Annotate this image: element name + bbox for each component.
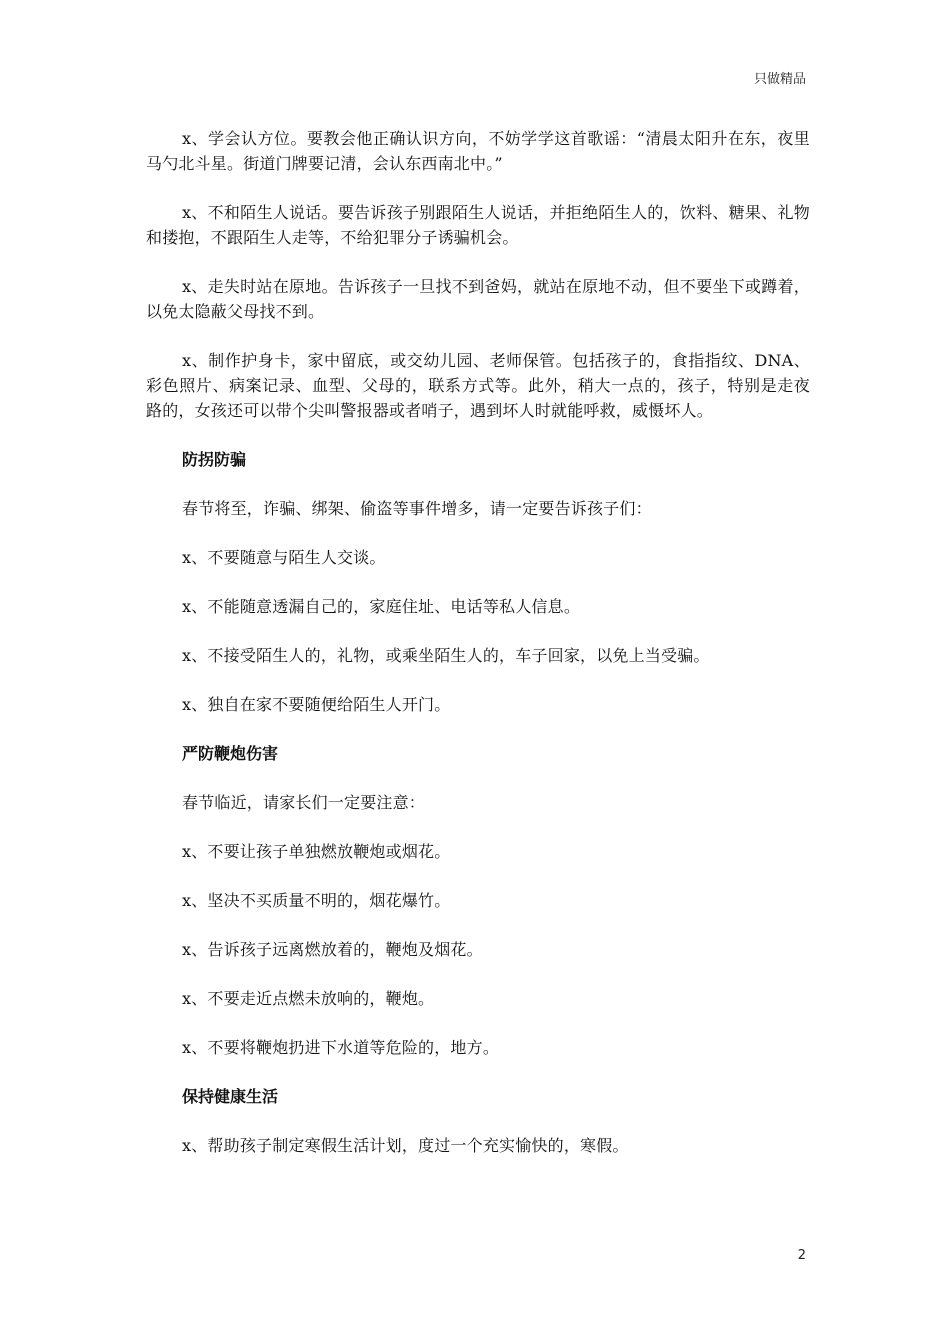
section-line: x、独自在家不要随便给陌生人开门。: [182, 695, 451, 714]
section-line: x、不要随意与陌生人交谈。: [182, 548, 386, 567]
section-line: x、不能随意透漏自己的，家庭住址、电话等私人信息。: [182, 597, 581, 616]
section-line: x、不要走近点燃未放响的，鞭炮。: [182, 989, 435, 1008]
page-number: 2: [797, 1248, 806, 1263]
section-heading-healthy-life: 保持健康生活: [182, 1087, 279, 1106]
section-line: x、告诉孩子远离燃放着的，鞭炮及烟花。: [182, 940, 483, 959]
paragraph-id-card: x、制作护身卡，家中留底，或交幼儿园、老师保管。包括孩子的，食指指纹、DNA、彩色照片、病案记录、血型、父母的，联系方式等。此外，稍大一点的，孩子，特别是走夜路的，女孩还可以带个尖叫警报器或者哨子，遇到坏人时就能呼救，威慑坏人。: [146, 351, 810, 420]
document-body: [146, 126, 810, 1182]
section-line: 春节将至，诈骗、绑架、偷盗等事件增多，请一定要告诉孩子们：: [182, 499, 652, 518]
page-header: 只做精品: [753, 72, 806, 87]
section-line: x、不要将鞭炮扔进下水道等危险的，地方。: [182, 1038, 500, 1057]
section-line: x、不接受陌生人的，礼物，或乘坐陌生人的，车子回家，以免上当受骗。: [182, 646, 710, 665]
section-line: 春节临近，请家长们一定要注意：: [182, 793, 426, 812]
paragraph-strangers: x、不和陌生人说话。要告诉孩子别跟陌生人说话，并拒绝陌生人的，饮料、糖果、礼物和搂抱，不跟陌生人走等，不给犯罪分子诱骗机会。: [146, 203, 810, 247]
section-line: x、不要让孩子单独燃放鞭炮或烟花。: [182, 842, 451, 861]
paragraph-lost: x、走失时站在原地。告诉孩子一旦找不到爸妈，就站在原地不动，但不要坐下或蹲着，以免太隐蔽父母找不到。: [146, 277, 810, 321]
paragraph-direction: x、学会认方位。要教会他正确认识方向，不妨学学这首歌谣：“清晨太阳升在东，夜里马勺北斗星。街道门牌要记清，会认东西南北中。”: [146, 129, 810, 173]
section-line: x、坚决不买质量不明的，烟花爆竹。: [182, 891, 451, 910]
section-line: x、帮助孩子制定寒假生活计划，度过一个充实愉快的，寒假。: [182, 1136, 629, 1155]
section-heading-firecracker-safety: 严防鞭炮伤害: [182, 744, 279, 763]
section-heading-anti-abduction: 防拐防骗: [182, 450, 247, 469]
